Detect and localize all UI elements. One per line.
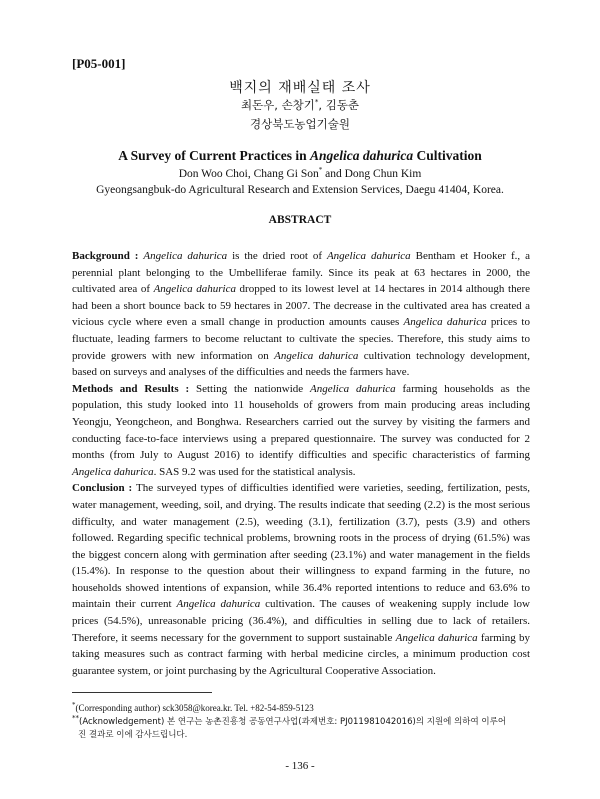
page-number: - 136 - (285, 760, 315, 772)
conclusion-text-2: cultivation. The causes of weakening supply include low prices (54.5%), unreasonable pricing (36.4%), and difficulties in selling due to lack of retailers. Therefore, it seems necessary for the government to support sustainable (72, 598, 530, 644)
conclusion-text-1: The surveyed types of difficulties identified were varieties, seeding, fertilization, pests, water management, weeding, soil, and drying. The results indicate that seeding (2.2) is the most serious difficulty, and water management (2.5), weeding (3.1), fertilization (3.7), pests (3.9) and others followed. Regarding specific technical problems, browning roots in the process of drying (61.5%) was the biggest concern along with germination after seeding (23.1%) and water management in the fields (15.4%). In response to the question about their willingness to expand farming in the future, no households showed intentions of expansion, while 36.4% reported intentions to reduce and 63.6% to maintain their current (72, 482, 530, 611)
korean-corresponding-mark: * (314, 98, 319, 107)
english-title-species: Angelica dahurica (309, 148, 414, 163)
background-text-5: prices to fluctuate, leading farmers to become reluctant to cultivate the species. Therefore, this study aims to provide growers with new information on (72, 316, 530, 362)
background-text-6: cultivation technology development, based on surveys and analyses of the difficulties and needs the farmers have. (72, 349, 530, 379)
species-name: Angelica dahurica (143, 250, 228, 262)
english-authors-pre: Don Woo Choi, Chang Gi Son (178, 167, 319, 180)
species-name: Angelica dahurica (403, 316, 487, 329)
footnote-mark: ** (72, 714, 79, 722)
english-corresponding-mark: * (318, 166, 323, 174)
background-text-4: dropped to its lowest level at 14 hectares in 2014 although there had been a short bounce back to 59 hectares in 2007. The decrease in the cultivated area has created a vicious cycle where even a small change in production amounts causes (72, 283, 530, 329)
footnote-ack-line1: (Acknowledgement) 본 연구는 농촌진흥청 공동연구사업(과제번호: PJ011981042016)의 지원에 의하여 이루어 (79, 716, 507, 727)
english-title-pre: A Survey of Current Practices in (118, 148, 310, 163)
methods-text-3: . SAS 9.2 was used for the statistical analysis. (153, 465, 356, 478)
species-name: Angelica dahurica (310, 382, 396, 395)
korean-authors-main: 최돈우, 손창기 (240, 98, 315, 112)
species-name: Angelica dahurica (176, 598, 261, 611)
english-title-post: Cultivation (413, 148, 482, 163)
footnote-ack-line2: 진 결과로 이에 감사드립니다. (78, 729, 188, 740)
species-name: Angelica dahurica (326, 250, 411, 262)
background-label: Background : (72, 250, 144, 262)
methods-text-1: Setting the nationwide (195, 382, 310, 395)
conclusion-text-3: farming by taking measures such as contract farming with herbal medicine circles, a minimum production cost guarantee system, or joint purchasing by the Agricultural Cooperative Association. (72, 631, 530, 677)
methods-text-2: farming households as the population, this study looked into 11 households of growers from main producing areas including Yeongju, Yeongcheon, and Bonghwa. Researchers carried out the survey by visiting the farmers and conducting face-to-face interviews using a prepared questionnaire. The survey was conducted for 2 months (from July to August 2016) to identify difficulties and specific characteristics of farming (72, 382, 530, 462)
methods-paragraph (72, 381, 530, 481)
methods-label: Methods and Results : (72, 382, 196, 395)
species-name: Angelica dahurica (153, 283, 236, 296)
korean-authors-tail: , 김동춘 (318, 98, 360, 112)
conclusion-label: Conclusion : (72, 482, 136, 495)
species-name: Angelica dahurica (395, 631, 478, 644)
footnote-divider (72, 692, 212, 693)
background-text-3: Bentham et Hooker f., a perennial plant belonging to the Umbelliferae family. Since its peak at 63 hectares in 2000, the cultivated area of (72, 250, 530, 296)
english-authors-post: and Dong Chun Kim (322, 167, 422, 180)
korean-authors (0, 97, 600, 113)
abstract-body (72, 248, 530, 679)
abstract-heading: ABSTRACT (268, 214, 332, 226)
species-name: Angelica dahurica (72, 465, 154, 478)
korean-title: 백지의 재배실태 조사 (229, 80, 371, 96)
footnote-acknowledgement (72, 712, 532, 742)
species-name: Angelica dahurica (274, 349, 359, 362)
poster-code: [P05-001] (72, 56, 126, 71)
background-paragraph (72, 248, 530, 381)
english-title (0, 148, 600, 164)
korean-affiliation: 경상북도농업기술원 (250, 117, 350, 131)
english-affiliation: Gyeongsangbuk-do Agricultural Research and Extension Services, Daegu 41404, Korea. (96, 184, 504, 196)
conclusion-paragraph (72, 480, 530, 679)
background-text-2: is the dried root of (227, 250, 327, 262)
footnote-corresponding-text: (Corresponding author) sck3058@korea.kr. Tel. +82-54-859-5123 (75, 703, 314, 713)
footnote-mark: * (72, 701, 76, 709)
english-authors (0, 166, 600, 180)
